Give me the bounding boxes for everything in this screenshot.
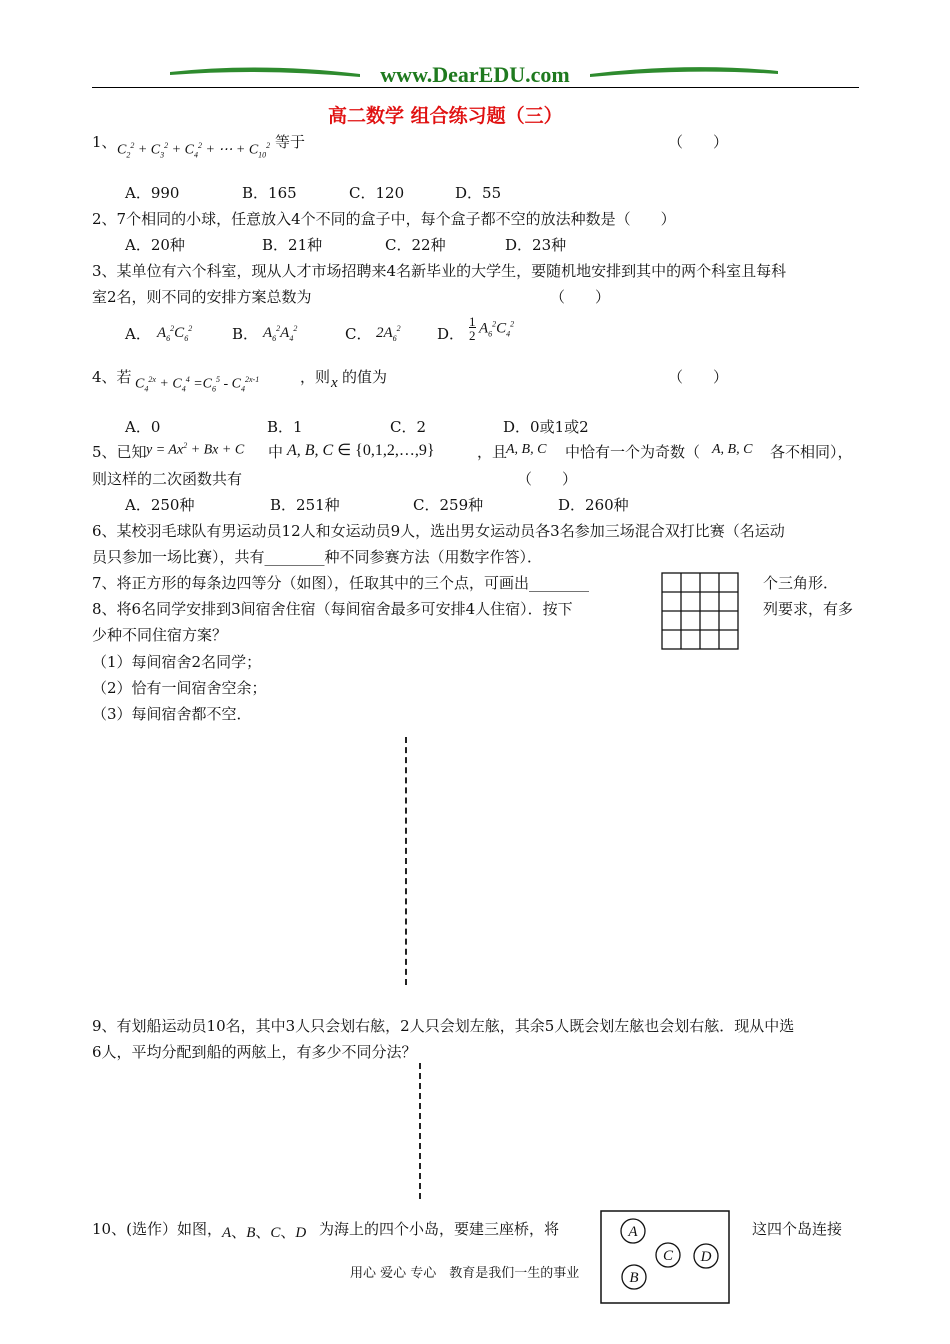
q10-lead: 10、(选作）如图， <box>92 1220 222 1238</box>
q6-line1: 6、某校羽毛球队有男运动员12人和女运动员9人，选出男女运动员各3名参加三场混合双打比赛（名运动 <box>92 522 785 540</box>
q4-formula: $C_4^{2x} + C_4^4 =C_6^5 - C_4^{2x-1}$ <box>135 375 260 394</box>
q3-option-a-formula: $A_6^2C_6^2$ <box>157 324 193 343</box>
q5-line2: 则这样的二次函数共有 <box>92 470 243 488</box>
q4-option-b: B．1 <box>267 418 303 436</box>
q4-number: 4、若 <box>92 368 132 386</box>
q7-tail: 个三角形． <box>763 574 839 592</box>
q4-tail: 的值为 <box>342 368 388 386</box>
q4-option-a: A．0 <box>125 418 161 436</box>
q10-islands-figure <box>600 1210 730 1304</box>
q3-option-a-label: A． <box>125 325 151 343</box>
island-a-label: A <box>628 1224 638 1240</box>
q4-option-c: C．2 <box>390 418 427 436</box>
q3-line2: 室2名，则不同的安排方案总数为 <box>92 288 312 306</box>
q2-option-a: A．20种 <box>125 236 185 254</box>
q2-option-c: C．22种 <box>385 236 446 254</box>
header-logo <box>170 60 780 88</box>
island-b-label: B <box>629 1270 639 1286</box>
q1-text: 等于 <box>275 133 306 151</box>
q5-function: $y = Ax^2 + Bx + C$ <box>146 441 245 458</box>
q5-abc-1: A, B, C <box>506 442 547 457</box>
q3-option-c-formula: $2A_6^2$ <box>376 324 401 343</box>
answer-divider-2 <box>419 1063 421 1199</box>
q5-option-c: C．259种 <box>413 496 484 514</box>
q9-line1: 9、有划船运动员10名，其中3人只会划右舷，2人只会划左舷，其余5人既会划左舷也会划右舷．现从中选 <box>92 1017 795 1035</box>
q4-paren: （ ） <box>668 368 729 386</box>
q3-paren: （ ） <box>550 288 611 306</box>
q1-option-b: B．165 <box>242 184 297 202</box>
q6-line2: 员只参加一场比赛），共有________种不同参赛方法（用数字作答）． <box>92 548 543 566</box>
q7-text: 7、将正方形的每条边四等分（如图），任取其中的三个点，可画出________ <box>92 574 590 592</box>
q8-part-3: （3）每间宿舍都不空． <box>92 705 252 723</box>
q2-option-d: D．23种 <box>505 236 567 254</box>
q5-tail: 各不相同）， <box>770 443 853 461</box>
page-title: 高二数学 组合练习题（三） <box>328 105 563 127</box>
footer-slogan: 用心 爱心 专心 教育是我们一生的事业 <box>350 1266 580 1281</box>
q8-line1: 8、将6名同学安排到3间宿舍住宿（每间宿舍最多可安排4人住宿）．按下 <box>92 600 573 618</box>
q2-option-b: B．21种 <box>262 236 323 254</box>
q5-mid2: ，且 <box>477 443 508 461</box>
q10-mid: 为海上的四个小岛，要建三座桥，将 <box>319 1220 560 1238</box>
q3-option-d-label: D． <box>437 325 465 343</box>
q1-number: 1、 <box>92 133 117 151</box>
q1-option-c: C．120 <box>349 184 405 202</box>
header-rule <box>92 87 859 88</box>
q4-mid: ，则 <box>300 368 331 386</box>
q8-line1-tail: 列要求，有多 <box>763 600 854 618</box>
q4-var: x <box>331 375 338 391</box>
q5-paren: （ ） <box>517 470 578 488</box>
q5-option-a: A．250种 <box>125 496 195 514</box>
q9-line2: 6人，平均分配到船的两舷上，有多少不同分法？ <box>92 1043 417 1061</box>
q3-option-b-formula: $A_6^2A_4^2$ <box>263 324 298 343</box>
q5-mid1: 中 <box>268 443 284 461</box>
answer-divider-1 <box>405 737 407 985</box>
q5-mid3: 中恰有一个为奇数（ <box>565 443 701 461</box>
q3-option-c-label: C． <box>345 325 372 343</box>
q1-option-d: D．55 <box>455 184 502 202</box>
island-c-label: C <box>662 1248 674 1264</box>
q8-line2: 少种不同住宿方案？ <box>92 626 228 644</box>
q2-text: 2、7个相同的小球，任意放入4个不同的盒子中，每个盒子都不空的放法种数是（ ） <box>92 210 676 228</box>
q5-lead: 5、已知 <box>92 443 147 461</box>
q10-tail: 这四个岛连接 <box>752 1220 843 1238</box>
q5-set: A, B, C ∈ {0,1,2,…,9} <box>287 442 435 459</box>
q1-option-a: A．990 <box>125 184 180 202</box>
island-d-label: D <box>700 1249 712 1265</box>
q3-option-d-formula: 1 2 $A_6^2C_4^2$ <box>469 314 515 343</box>
q5-option-b: B．251种 <box>270 496 340 514</box>
q8-part-2: （2）恰有一间宿舍空余； <box>92 679 267 697</box>
q7-square-grid-figure <box>661 572 739 650</box>
q4-option-d: D．0或1或2 <box>503 418 589 436</box>
q1-paren: （ ） <box>668 133 729 151</box>
logo-text: www.DearEDU.com <box>380 62 570 87</box>
q1-formula: $C_2^2 + C_3^2 + C_4^2$ + ⋯ + $C_{10}^2$ <box>117 141 271 160</box>
q5-option-d: D．260种 <box>558 496 629 514</box>
q3-option-b-label: B． <box>232 325 259 343</box>
q10-islands: A、B、C、D <box>222 1225 307 1241</box>
q8-part-1: （1）每间宿舍2名同学； <box>92 653 262 671</box>
q3-line1: 3、某单位有六个科室，现从人才市场招聘来4名新毕业的大学生，要随机地安排到其中的两个科室且每科 <box>92 262 787 280</box>
q5-abc-2: A, B, C <box>712 442 753 457</box>
